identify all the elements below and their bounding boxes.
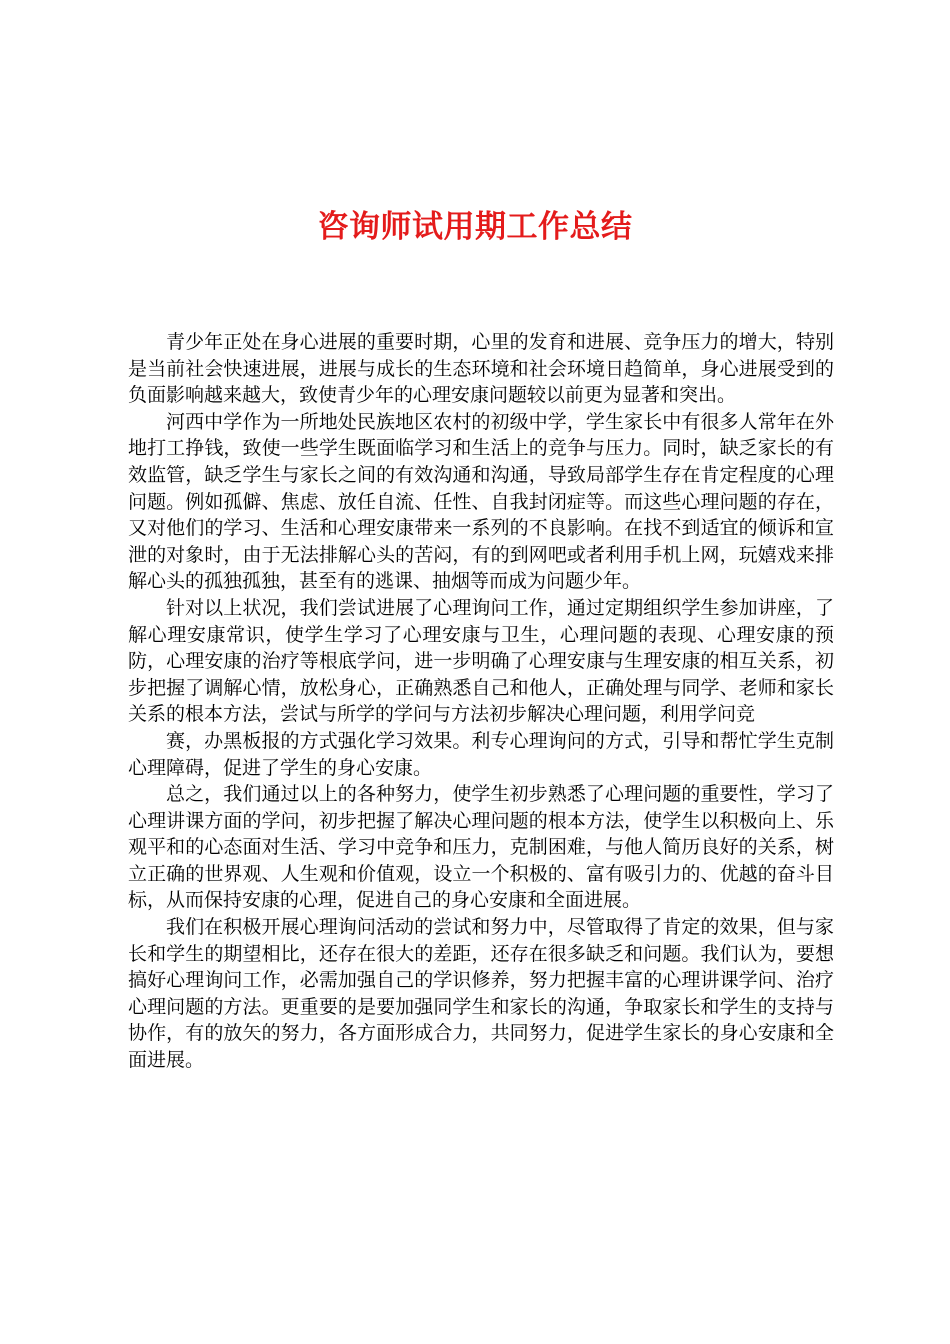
paragraph: 我们在积极开展心理询问活动的尝试和努力中，尽管取得了肯定的效果，但与家长和学生的期望相比，还存在很大的差距，还存在很多缺乏和问题。我们认为，要想搞好心理询问工作，必需加强自己的学识修养，努力把握丰富的心理讲课学问、治疗心理问题的方法。更重要的是要加强同学生和家长的沟通，争取家长和学生的支持与协作，有的放矢的努力，各方面形成合力，共同努力，促进学生家长的身心安康和全面进展。 — [128, 916, 834, 1072]
paragraph: 针对以上状况，我们尝试进展了心理询问工作，通过定期组织学生参加讲座，了解心理安康常识，使学生学习了心理安康与卫生，心理问题的表现、心理安康的预防，心理安康的治疗等根底学问，进一步明确了心理安康与生理安康的相互关系，初步把握了调解心情，放松身心，正确熟悉自己和他人，正确处理与同学、老师和家长关系的根本方法，尝试与所学的学问与方法初步解决心理问题，利用学问竞 — [128, 596, 834, 726]
paragraph: 总之，我们通过以上的各种努力，使学生初步熟悉了心理问题的重要性，学习了心理讲课方面的学问，初步把握了解决心理问题的根本方法，使学生以积极向上、乐观平和的心态面对生活、学习中竞争和压力，克制困难，与他人简历良好的关系，树立正确的世界观、人生观和价值观，设立一个积极的、富有吸引力的、优越的奋斗目标，从而保持安康的心理，促进自己的身心安康和全面进展。 — [128, 783, 834, 912]
document-title: 咨询师试用期工作总结 — [317, 209, 633, 245]
paragraph: 河西中学作为一所地处民族地区农村的初级中学，学生家长中有很多人常年在外地打工挣钱，致使一些学生既面临学习和生活上的竞争与压力。同时，缺乏家长的有效监管，缺乏学生与家长之间的有效沟通和沟通，导致局部学生存在肯定程度的心理问题。例如孤僻、焦虑、放任自流、任性、自我封闭症等。而这些心理问题的存在，又对他们的学习、生活和心理安康带来一系列的不良影响。在找不到适宜的倾诉和宣泄的对象时，由于无法排解心头的苦闷，有的到网吧或者利用手机上网，玩嬉戏来排解心头的孤独孤独，甚至有的逃课、抽烟等而成为问题少年。 — [128, 410, 834, 593]
paragraph: 赛，办黑板报的方式强化学习效果。利专心理询问的方式，引导和帮忙学生克制心理障碍，促进了学生的身心安康。 — [128, 729, 834, 779]
paragraph: 青少年正处在身心进展的重要时期，心里的发育和进展、竞争压力的增大，特别是当前社会快速进展，进展与成长的生态环境和社会环境日趋简单，身心进展受到的负面影响越来越大，致使青少年的心理安康问题较以前更为显著和突出。 — [128, 331, 834, 407]
document-body — [128, 329, 834, 1074]
